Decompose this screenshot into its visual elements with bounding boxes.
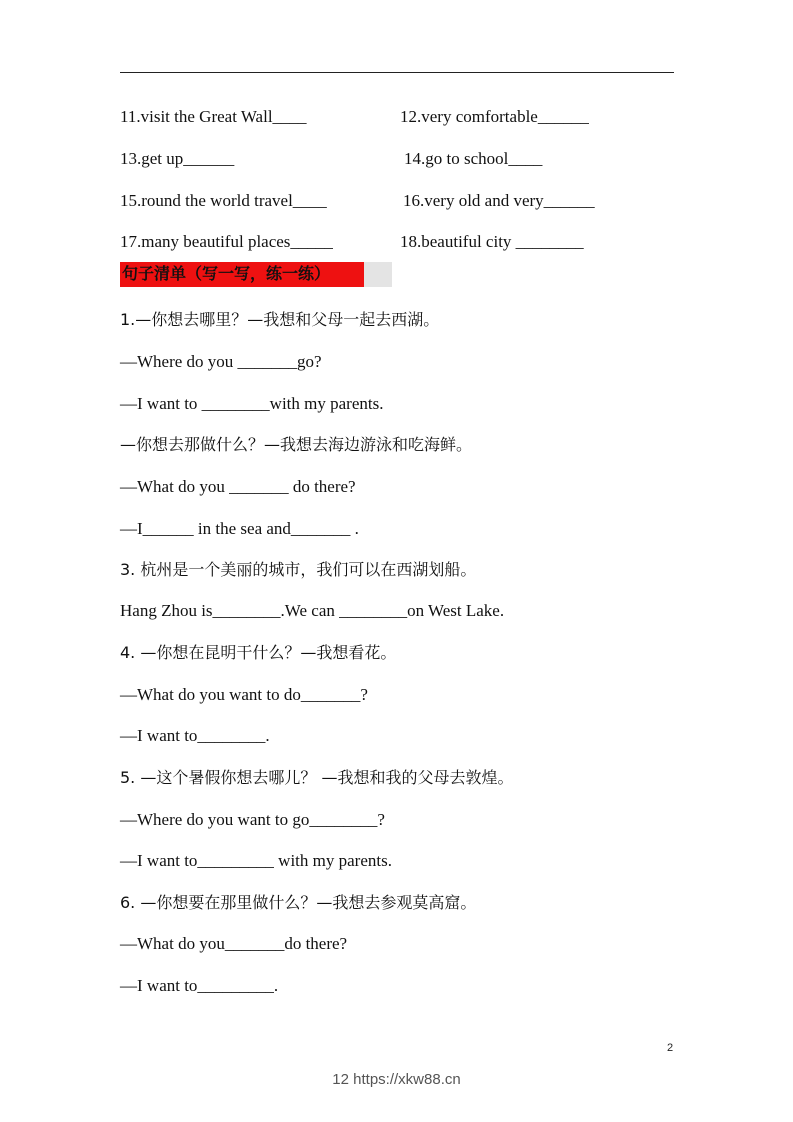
exercise-line-4a: —What do you want to do_______? [120,685,368,704]
vocab-item-12: 12.very comfortable______ [400,107,589,126]
vocab-item-17: 17.many beautiful places_____ [120,232,333,251]
exercise-line-4b: —I want to________. [120,726,270,745]
exercise-line-1a: —Where do you _______go? [120,352,322,371]
exercise-line-2-cn: —你想去那做什么？—我想去海边游泳和吃海鲜。 [120,435,473,454]
exercise-line-4-cn: 4. —你想在昆明干什么？—我想看花。 [120,643,397,662]
exercise-line-3-cn: 3. 杭州是一个美丽的城市，我们可以在西湖划船。 [120,560,477,579]
exercise-line-2b: —I______ in the sea and_______ . [120,519,359,538]
exercise-line-6b: —I want to_________. [120,976,279,995]
exercise-line-3a: Hang Zhou is________.We can ________on West Lake. [120,601,505,620]
exercise-line-2a: —What do you _______ do there? [120,477,356,496]
section-heading-text: 句子清单（写一写，练一练） [122,264,331,283]
header-rule [120,72,674,73]
vocab-item-15: 15.round the world travel____ [120,191,327,210]
exercise-line-5a: —Where do you want to go________? [120,810,385,829]
exercise-line-1-cn: 1.—你想去哪里？—我想和父母一起去西湖。 [120,310,440,329]
vocab-item-11: 11.visit the Great Wall____ [120,107,307,126]
vocab-item-16: 16.very old and very______ [403,191,595,210]
exercise-line-6a: —What do you_______do there? [120,934,348,953]
exercise-line-6-cn: 6. —你想要在那里做什么？—我想去参观莫高窟。 [120,893,477,912]
section-heading [120,262,392,287]
exercise-line-5-cn: 5. —这个暑假你想去哪儿？ —我想和我的父母去敦煌。 [120,768,514,787]
exercise-line-5b: —I want to_________ with my parents. [120,851,392,870]
vocab-item-18: 18.beautiful city ________ [400,232,584,251]
vocab-item-13: 13.get up______ [120,149,235,168]
footer-url: 12 https://xkw88.cn [332,1071,461,1088]
exercise-line-1b: —I want to ________with my parents. [120,394,384,413]
vocab-item-14: 14.go to school____ [404,149,543,168]
page-number: 2 [667,1042,674,1054]
